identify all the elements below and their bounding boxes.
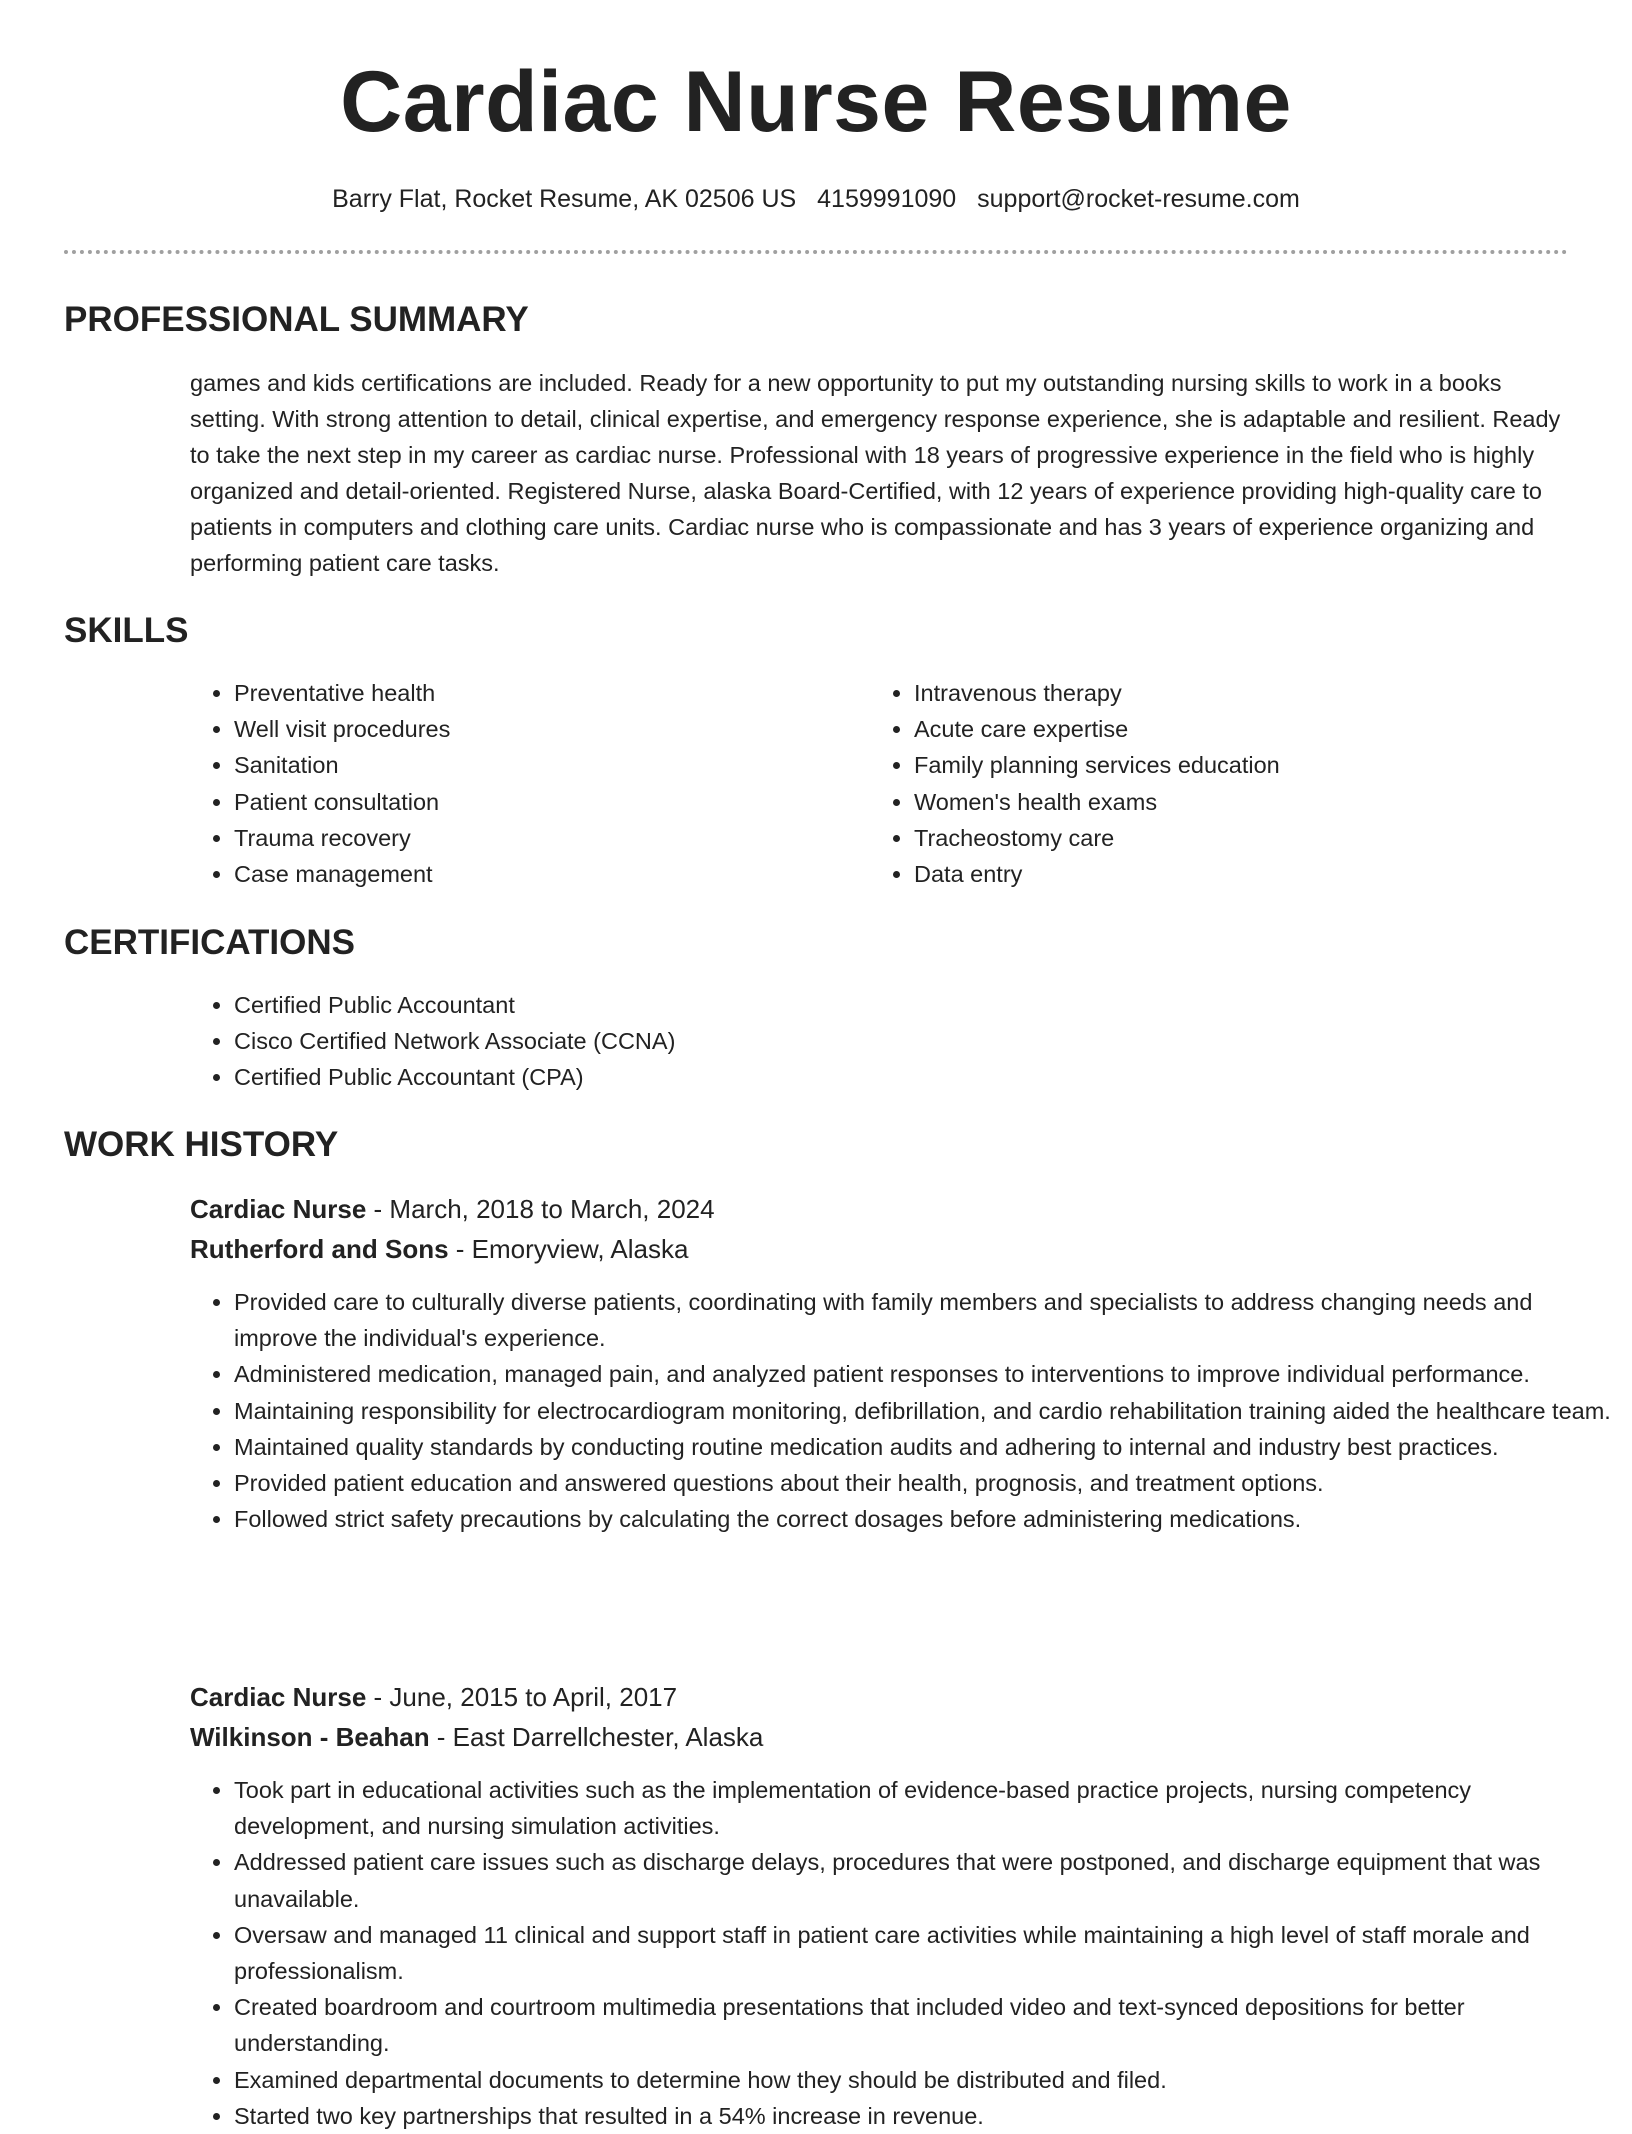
list-item: • Administered medication, managed pain, and analyzed patient responses to interventions to improve individual performance.	[234, 1356, 1614, 1392]
list-item: • Patient consultation	[234, 784, 834, 820]
list-item: • Well visit procedures	[234, 711, 834, 747]
list-item: • Certified Public Accountant	[234, 987, 1614, 1023]
list-item: • Took part in educational activities such as the implementation of evidence-based practice projects, nursing competency development, and nursing simulation activities.	[234, 1772, 1614, 1844]
skills-list-left	[190, 675, 834, 892]
list-item: • Started two key partnerships that resulted in a 54% increase in revenue.	[234, 2098, 1614, 2134]
job-company: Rutherford and Sons	[190, 1234, 449, 1264]
certifications-heading: CERTIFICATIONS	[64, 923, 356, 962]
list-item: • Trauma recovery	[234, 820, 834, 856]
list-item: • Provided care to culturally diverse patients, coordinating with family members and specialists to address changing needs and improve the individual's experience.	[234, 1284, 1614, 1356]
list-item: • Certified Public Accountant (CPA)	[234, 1059, 1614, 1095]
list-item: • Addressed patient care issues such as discharge delays, procedures that were postponed, and discharge equipment that was unavailable.	[234, 1844, 1614, 1916]
contact-line	[0, 182, 1632, 216]
list-item: • Followed strict safety precautions by calculating the correct dosages before administering medications.	[234, 1501, 1614, 1537]
list-item: • Maintained quality standards by conducting routine medication audits and adhering to internal and industry best practices.	[234, 1429, 1614, 1465]
list-item: • Tracheostomy care	[914, 820, 1594, 856]
list-item: • Acute care expertise	[914, 711, 1594, 747]
list-item: • Provided patient education and answered questions about their health, prognosis, and treatment options.	[234, 1465, 1614, 1501]
list-item: • Preventative health	[234, 675, 834, 711]
job-1-company-line	[190, 1231, 688, 1267]
job-2-bullets	[190, 1772, 1614, 2134]
list-item: • Oversaw and managed 11 clinical and support staff in patient care activities while maintaining a high level of staff morale and professionalism.	[234, 1917, 1614, 1989]
contact-email[interactable]: support@rocket-resume.com	[977, 185, 1300, 213]
list-item: • Women's health exams	[914, 784, 1594, 820]
list-item: • Case management	[234, 856, 834, 892]
job-2-title-line	[190, 1679, 677, 1715]
list-item: • Created boardroom and courtroom multimedia presentations that included video and text-synced depositions for better understanding.	[234, 1989, 1614, 2061]
skills-heading: SKILLS	[64, 611, 189, 650]
list-item: • Sanitation	[234, 747, 834, 783]
job-title: Cardiac Nurse	[190, 1194, 367, 1224]
job-company: Wilkinson - Beahan	[190, 1722, 430, 1752]
job-1-title-line	[190, 1191, 715, 1227]
certifications-list	[190, 987, 1614, 1096]
list-item: • Family planning services education	[914, 747, 1594, 783]
list-item: • Examined departmental documents to determine how they should be distributed and filed.	[234, 2062, 1614, 2098]
job-title: Cardiac Nurse	[190, 1682, 367, 1712]
job-1-bullets	[190, 1284, 1614, 1537]
header-divider	[64, 250, 1568, 254]
contact-phone[interactable]: 4159991090	[817, 185, 957, 213]
job-location: - East Darrellchester, Alaska	[429, 1722, 764, 1752]
summary-text: games and kids certifications are included. Ready for a new opportunity to put my outstanding nursing skills to work in a books setting. With strong attention to detail, clinical expertise, and emergency response experience, she is adaptable and resilient. Ready to take the next step in my career as cardiac nurse. Professional with 18 years of progressive experience in the field who is highly organized and detail-oriented. Registered Nurse, alaska Board-Certified, with 12 years of experience providing high-quality care to patients in computers and clothing care units. Cardiac nurse who is compassionate and has 3 years of experience organizing and performing patient care tasks.	[190, 370, 1561, 576]
resume-title: Cardiac Nurse Resume	[340, 54, 1292, 150]
skills-list-right	[870, 675, 1594, 892]
list-item: • Cisco Certified Network Associate (CCNA)	[234, 1023, 1614, 1059]
work-history-heading: WORK HISTORY	[64, 1125, 339, 1164]
job-dates: - March, 2018 to March, 2024	[366, 1194, 715, 1224]
job-dates: - June, 2015 to April, 2017	[366, 1682, 678, 1712]
job-2-company-line	[190, 1719, 763, 1755]
job-location: - Emoryview, Alaska	[448, 1234, 689, 1264]
list-item: • Maintaining responsibility for electrocardiogram monitoring, defibrillation, and cardio rehabilitation training aided the healthcare team.	[234, 1393, 1614, 1429]
summary-heading: PROFESSIONAL SUMMARY	[64, 300, 529, 339]
contact-address: Barry Flat, Rocket Resume, AK 02506 US	[332, 185, 797, 213]
list-item: • Intravenous therapy	[914, 675, 1594, 711]
list-item: • Data entry	[914, 856, 1594, 892]
